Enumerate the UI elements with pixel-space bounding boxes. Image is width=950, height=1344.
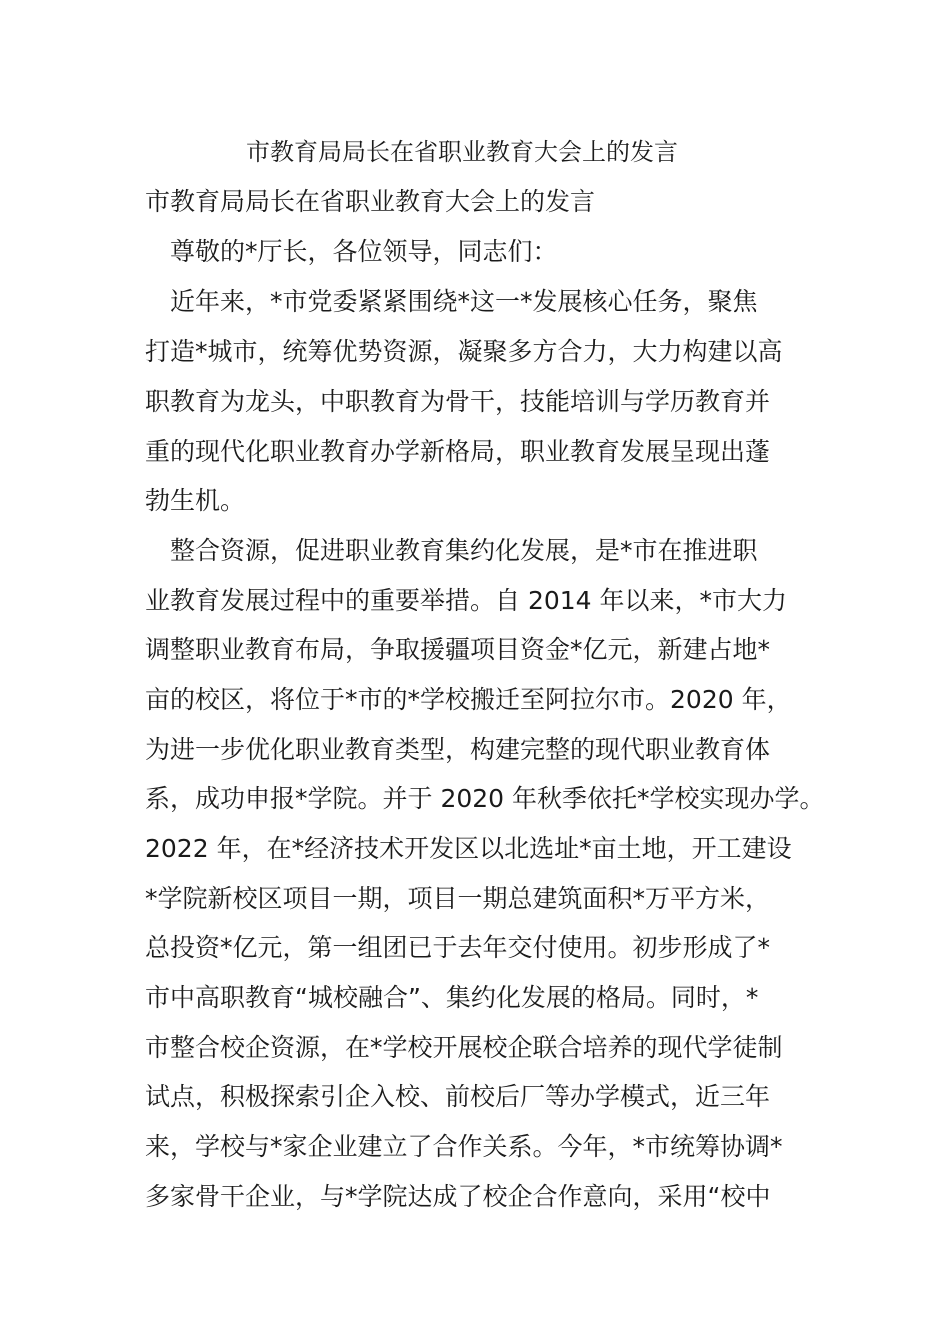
text-line: 调整职业教育布局，争取援疆项目资金*亿元，新建占地* [145,635,771,664]
text-line: 系，成功申报*学院。并于 2020 年秋季依托*学校实现办学。 [145,784,825,813]
text-line: 勃生机。 [145,486,246,515]
text-line: 职教育为龙头，中职教育为骨干，技能培训与学历教育并 [145,387,771,416]
text-line: 多家骨干企业，与*学院达成了校企合作意向，采用“校中 [145,1182,771,1211]
text-line: *学院新校区项目一期，项目一期总建筑面积*万平方米， [145,884,771,913]
text-line: 业教育发展过程中的重要举措。自 2014 年以来，*市大力 [145,586,788,615]
text-line: 为进一步优化职业教育类型，构建完整的现代职业教育体 [145,735,771,764]
heading-line: 市教育局局长在省职业教育大会上的发言 [145,187,596,216]
text-line: 2022 年，在*经济技术开发区以北选址*亩土地，开工建设 [145,834,792,863]
salutation-line: 尊敬的*厅长，各位领导，同志们： [145,237,558,266]
text-line: 亩的校区，将位于*市的*学校搬迁至阿拉尔市。2020 年， [145,685,792,714]
text-line: 重的现代化职业教育办学新格局，职业教育发展呈现出蓬 [145,437,771,466]
text-line: 总投资*亿元，第一组团已于去年交付使用。初步形成了* [145,933,771,962]
text-line: 市整合校企资源，在*学校开展校企联合培养的现代学徒制 [145,1033,783,1062]
text-line: 市中高职教育“城校融合”、集约化发展的格局。同时，* [145,983,759,1012]
text-line: 近年来，*市党委紧紧围绕*这一*发展核心任务，聚焦 [145,287,758,316]
text-line: 来，学校与*家企业建立了合作关系。今年，*市统筹协调* [145,1132,783,1161]
document-title: 市教育局局长在省职业教育大会上的发言 [246,138,678,166]
text-line: 试点，积极探索引企入校、前校后厂等办学模式，近三年 [145,1082,771,1111]
text-line: 打造*城市，统筹优势资源，凝聚多方合力，大力构建以高 [145,337,783,366]
text-line: 整合资源，促进职业教育集约化发展，是*市在推进职 [145,536,758,565]
